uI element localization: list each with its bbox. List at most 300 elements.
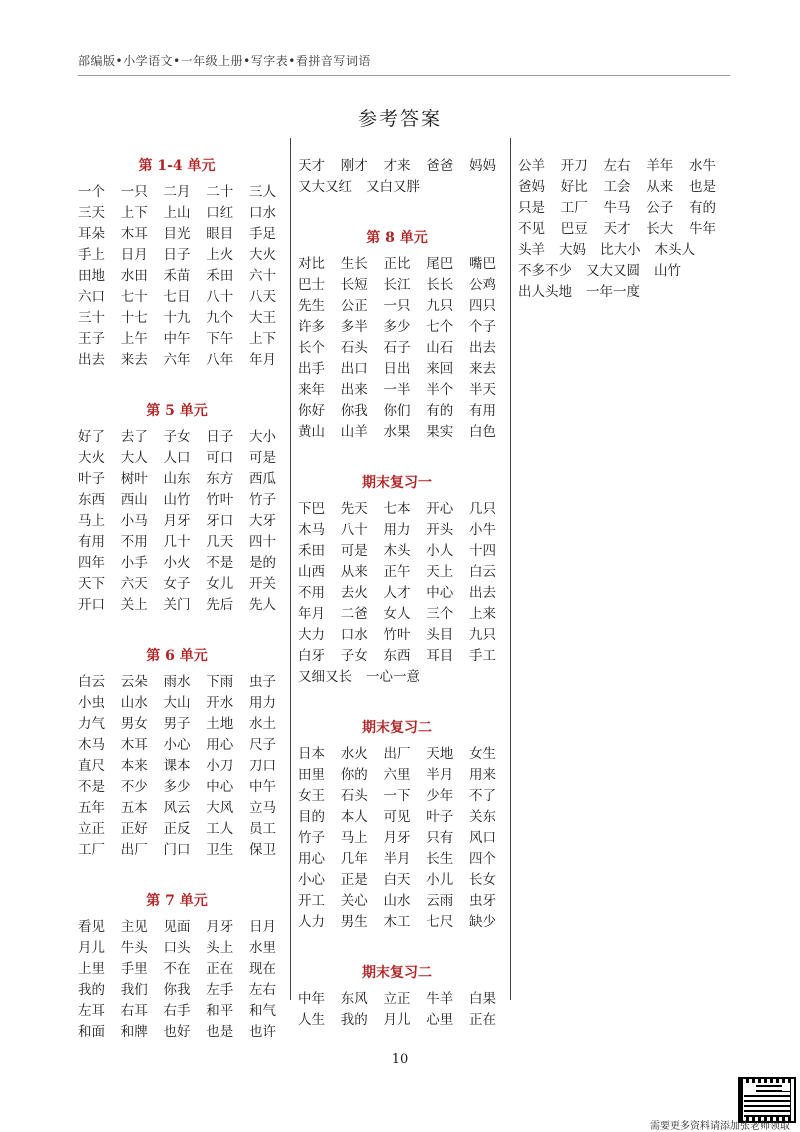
answer-word: 只有 xyxy=(426,830,454,846)
answer-word: 公子 xyxy=(646,200,674,216)
answer-word: 八天 xyxy=(249,289,276,305)
answer-word: 叶子 xyxy=(78,471,105,487)
answer-word: 不用 xyxy=(298,585,325,601)
answer-word: 十七 xyxy=(120,310,148,326)
answer-row xyxy=(298,177,496,198)
answer-row xyxy=(298,317,496,338)
answer-word: 你们 xyxy=(383,403,411,419)
answer-row xyxy=(298,646,496,667)
answer-word: 看见 xyxy=(78,919,105,935)
answer-word: 西瓜 xyxy=(249,471,276,487)
answer-row xyxy=(298,275,496,296)
answer-word: 目光 xyxy=(163,226,191,242)
answer-word: 也是 xyxy=(206,1024,234,1040)
answer-word: 白色 xyxy=(469,424,496,440)
answer-word: 月儿 xyxy=(78,940,105,956)
answer-word: 又大又红 xyxy=(298,179,352,195)
answer-word: 水果 xyxy=(383,424,411,440)
answer-word: 上里 xyxy=(78,961,105,977)
answer-word: 月牙 xyxy=(206,919,234,935)
answer-word: 山东 xyxy=(163,471,191,487)
answer-word: 竹叶 xyxy=(206,492,234,508)
answer-word: 东风 xyxy=(340,991,368,1007)
answer-column-1 xyxy=(78,150,276,1043)
answer-word: 女子 xyxy=(163,576,191,592)
answer-word: 开工 xyxy=(298,893,325,909)
answer-word: 一个 xyxy=(78,184,105,200)
answer-word: 木头 xyxy=(383,543,411,559)
answer-word: 羊年 xyxy=(646,158,674,174)
answer-word: 禾田 xyxy=(206,268,234,284)
answer-word: 小火 xyxy=(163,555,191,571)
answer-word: 去火 xyxy=(340,585,368,601)
answer-row xyxy=(78,798,276,819)
answer-row xyxy=(78,959,276,980)
section-title: 第 6 单元 xyxy=(146,648,208,664)
answer-word: 多半 xyxy=(340,319,368,335)
answer-word: 尾巴 xyxy=(426,256,454,272)
answer-word: 也是 xyxy=(689,179,716,195)
answer-word: 你好 xyxy=(298,403,325,419)
answer-word: 树叶 xyxy=(120,471,148,487)
answer-word: 眼目 xyxy=(206,226,234,242)
answer-word: 七尺 xyxy=(426,914,454,930)
answer-word: 日子 xyxy=(206,429,234,445)
answer-word: 从来 xyxy=(340,564,368,580)
answer-word: 先天 xyxy=(340,501,368,517)
answer-word: 月儿 xyxy=(383,1012,411,1028)
answer-word: 牙口 xyxy=(206,513,234,529)
answer-row xyxy=(78,672,276,693)
answer-row xyxy=(78,448,276,469)
answer-word: 虫牙 xyxy=(469,893,496,909)
answer-word: 女儿 xyxy=(206,576,234,592)
answer-word: 才来 xyxy=(383,158,411,174)
answer-word: 工人 xyxy=(206,821,234,837)
answer-word: 上火 xyxy=(206,247,234,263)
answer-word: 五本 xyxy=(120,800,148,816)
answer-word: 立马 xyxy=(249,800,276,816)
answer-word: 尺子 xyxy=(249,737,276,753)
answer-row xyxy=(78,308,276,329)
answer-word: 公鸡 xyxy=(469,277,496,293)
answer-word: 几天 xyxy=(206,534,234,550)
answer-word: 用心 xyxy=(206,737,234,753)
answer-word: 直尺 xyxy=(78,758,105,774)
answer-word: 长短 xyxy=(340,277,368,293)
section-title: 第 5 单元 xyxy=(146,403,208,419)
answer-word: 七日 xyxy=(163,289,191,305)
answer-row xyxy=(298,912,496,933)
answer-row xyxy=(78,511,276,532)
answer-word: 刚才 xyxy=(340,158,368,174)
answer-word: 山石 xyxy=(426,340,454,356)
answer-row xyxy=(78,819,276,840)
answer-word: 禾苗 xyxy=(163,268,191,284)
answer-row xyxy=(298,604,496,625)
answer-word: 牛年 xyxy=(689,221,716,237)
answer-word: 小牛 xyxy=(469,522,496,538)
answer-word: 东方 xyxy=(206,471,234,487)
answer-word: 小虫 xyxy=(78,695,105,711)
answer-word: 大火 xyxy=(78,450,105,466)
answer-word: 马上 xyxy=(340,830,368,846)
answer-word: 日月 xyxy=(249,919,276,935)
answer-word: 关上 xyxy=(120,597,148,613)
answer-word: 下雨 xyxy=(206,674,234,690)
answer-row xyxy=(78,595,276,616)
answer-word: 六天 xyxy=(120,576,148,592)
answer-word: 虫子 xyxy=(249,674,276,690)
answer-word: 爸妈 xyxy=(518,179,545,195)
answer-row xyxy=(298,562,496,583)
answer-word: 六口 xyxy=(78,289,105,305)
answer-word: 山竹 xyxy=(163,492,191,508)
answer-word: 是的 xyxy=(249,555,276,571)
answer-word: 和平 xyxy=(206,1003,234,1019)
answer-word: 二十 xyxy=(206,184,234,200)
answer-word: 妈妈 xyxy=(469,158,496,174)
answer-word: 四十 xyxy=(249,534,276,550)
answer-word: 先人 xyxy=(249,597,276,613)
answer-row xyxy=(78,469,276,490)
answer-word: 叶子 xyxy=(426,809,454,825)
answer-word: 四只 xyxy=(469,298,496,314)
answer-word: 正反 xyxy=(163,821,191,837)
answer-word: 不见 xyxy=(518,221,545,237)
answer-word: 一下 xyxy=(383,788,411,804)
answer-word: 水火 xyxy=(340,746,368,762)
answer-word: 手工 xyxy=(469,648,496,664)
answer-row xyxy=(298,891,496,912)
answer-word: 禾田 xyxy=(298,543,325,559)
answer-word: 日本 xyxy=(298,746,325,762)
answer-word: 六年 xyxy=(163,352,191,368)
answer-word: 四个 xyxy=(469,851,496,867)
answer-row xyxy=(518,261,716,282)
answer-word: 出厂 xyxy=(383,746,411,762)
answer-word: 口水 xyxy=(249,205,276,221)
answer-word: 白天 xyxy=(383,872,411,888)
answer-word: 开关 xyxy=(249,576,276,592)
answer-word: 先后 xyxy=(206,597,234,613)
answer-word: 大火 xyxy=(249,247,276,263)
answer-word: 中心 xyxy=(426,585,454,601)
answer-row xyxy=(518,282,716,303)
answer-word: 小马 xyxy=(120,513,148,529)
answer-word: 你我 xyxy=(340,403,368,419)
answer-word: 日子 xyxy=(163,247,191,263)
answer-word: 男生 xyxy=(340,914,368,930)
answer-word: 出厂 xyxy=(120,842,148,858)
answer-word: 目的 xyxy=(298,809,325,825)
answer-word: 长个 xyxy=(298,340,325,356)
answer-word: 出来 xyxy=(340,382,368,398)
answer-word: 中年 xyxy=(298,991,325,1007)
answer-word: 石子 xyxy=(383,340,411,356)
answer-word: 女人 xyxy=(383,606,411,622)
answer-word: 木工 xyxy=(383,914,411,930)
answer-row xyxy=(78,756,276,777)
answer-word: 半个 xyxy=(426,382,454,398)
answer-word: 中午 xyxy=(249,779,276,795)
answer-word: 果实 xyxy=(426,424,454,440)
answer-word: 多少 xyxy=(383,319,411,335)
answer-word: 天上 xyxy=(426,564,454,580)
answer-word: 田里 xyxy=(298,767,325,783)
answer-word: 不少 xyxy=(120,779,148,795)
answer-word: 七本 xyxy=(383,501,411,517)
answer-row xyxy=(78,203,276,224)
answer-word: 马上 xyxy=(78,513,105,529)
answer-word: 牛马 xyxy=(603,200,631,216)
answer-word: 先生 xyxy=(298,298,325,314)
answer-word: 和牌 xyxy=(120,1024,148,1040)
answer-word: 口头 xyxy=(163,940,191,956)
answer-word: 六里 xyxy=(383,767,411,783)
answer-row xyxy=(298,807,496,828)
answer-row xyxy=(78,1022,276,1043)
answer-word: 头目 xyxy=(426,627,454,643)
section-title: 第 7 单元 xyxy=(146,893,208,909)
answer-row xyxy=(78,693,276,714)
answer-row xyxy=(78,980,276,1001)
answer-word: 雨水 xyxy=(163,674,191,690)
answer-word: 开水 xyxy=(206,695,234,711)
answer-word: 云朵 xyxy=(120,674,148,690)
answer-word: 白果 xyxy=(469,991,496,1007)
answer-word: 上下 xyxy=(120,205,148,221)
answer-word: 立正 xyxy=(383,991,411,1007)
answer-row xyxy=(78,735,276,756)
answer-word: 头羊 xyxy=(518,242,545,258)
answer-word: 许多 xyxy=(298,319,325,335)
answer-row xyxy=(518,219,716,240)
answer-row xyxy=(298,849,496,870)
answer-word: 我的 xyxy=(78,982,105,998)
answer-word: 长生 xyxy=(426,851,454,867)
answer-word: 用力 xyxy=(383,522,411,538)
answer-row xyxy=(78,840,276,861)
answer-word: 女王 xyxy=(298,788,325,804)
answer-word: 用来 xyxy=(469,767,496,783)
answer-word: 关门 xyxy=(163,597,191,613)
answer-word: 左手 xyxy=(206,982,234,998)
answer-word: 三十 xyxy=(78,310,105,326)
answer-word: 也好 xyxy=(163,1024,191,1040)
answer-word: 公羊 xyxy=(518,158,545,174)
answer-word: 九只 xyxy=(426,298,454,314)
answer-word: 好了 xyxy=(78,429,105,445)
answer-word: 少年 xyxy=(426,788,454,804)
answer-row xyxy=(298,359,496,380)
answer-word: 我的 xyxy=(340,1012,368,1028)
page-header: 部编版•小学语文•一年级上册•写字表•看拼音写词语 xyxy=(78,52,730,76)
answer-word: 和气 xyxy=(249,1003,276,1019)
answer-word: 九只 xyxy=(469,627,496,643)
answer-word: 本来 xyxy=(120,758,148,774)
answer-word: 只是 xyxy=(518,200,545,216)
answer-word: 三个 xyxy=(426,606,454,622)
answer-word: 大山 xyxy=(163,695,191,711)
answer-word: 缺少 xyxy=(469,914,496,930)
answer-row xyxy=(78,777,276,798)
answer-word: 木耳 xyxy=(120,226,148,242)
answer-row xyxy=(78,427,276,448)
answer-word: 公正 xyxy=(340,298,368,314)
answer-word: 正好 xyxy=(120,821,148,837)
answer-word: 左耳 xyxy=(78,1003,105,1019)
answer-word: 可是 xyxy=(340,543,368,559)
answer-row xyxy=(298,499,496,520)
answer-row xyxy=(518,198,716,219)
answer-row xyxy=(298,1010,496,1031)
answer-word: 可口 xyxy=(206,450,234,466)
answer-word: 巴豆 xyxy=(560,221,588,237)
answer-word: 中心 xyxy=(206,779,234,795)
answer-word: 几只 xyxy=(469,501,496,517)
answer-word: 用力 xyxy=(249,695,276,711)
answer-word: 你的 xyxy=(340,767,368,783)
answer-word: 八十 xyxy=(340,522,368,538)
answer-word: 上山 xyxy=(163,205,191,221)
answer-row xyxy=(298,828,496,849)
answer-word: 男女 xyxy=(120,716,148,732)
answer-row xyxy=(78,938,276,959)
answer-row xyxy=(78,287,276,308)
section-title: 期末复习二 xyxy=(362,720,432,736)
answer-word: 女生 xyxy=(469,746,496,762)
page-number: 10 xyxy=(391,1052,409,1067)
answer-word: 出去 xyxy=(78,352,105,368)
answer-word: 山水 xyxy=(383,893,411,909)
answer-word: 我们 xyxy=(120,982,148,998)
answer-word: 下巴 xyxy=(298,501,325,517)
answer-word: 山西 xyxy=(298,564,325,580)
answer-word: 嘴巴 xyxy=(469,256,496,272)
answer-word: 手上 xyxy=(78,247,105,263)
answer-word: 小刀 xyxy=(206,758,234,774)
answer-word: 大风 xyxy=(206,800,234,816)
answer-word: 工厂 xyxy=(560,200,588,216)
answer-word: 人力 xyxy=(298,914,325,930)
answer-row xyxy=(518,240,716,261)
answer-word: 正在 xyxy=(469,1012,496,1028)
answer-word: 可见 xyxy=(383,809,411,825)
answer-word: 水田 xyxy=(120,268,148,284)
answer-word: 王子 xyxy=(78,331,105,347)
answer-word: 四年 xyxy=(78,555,105,571)
answer-word: 左右 xyxy=(249,982,276,998)
answer-word: 头上 xyxy=(206,940,234,956)
answer-word: 天地 xyxy=(426,746,454,762)
answer-row xyxy=(298,541,496,562)
footer-note: 需要更多资料请添加张老师领取 xyxy=(650,1121,790,1132)
answer-word: 小儿 xyxy=(426,872,454,888)
answer-row xyxy=(298,870,496,891)
answer-word: 正在 xyxy=(206,961,234,977)
answer-word: 长江 xyxy=(383,277,411,293)
answer-word: 三天 xyxy=(78,205,105,221)
answer-word: 西山 xyxy=(120,492,148,508)
answer-word: 一心一意 xyxy=(366,669,420,685)
answer-word: 来去 xyxy=(469,361,496,377)
answer-word: 黄山 xyxy=(298,424,325,440)
answer-word: 长女 xyxy=(469,872,496,888)
answer-word: 开头 xyxy=(426,522,454,538)
answer-word: 有的 xyxy=(689,200,716,216)
answer-word: 长长 xyxy=(426,277,454,293)
answer-word: 大人 xyxy=(120,450,148,466)
answer-word: 子女 xyxy=(340,648,368,664)
answer-word: 口水 xyxy=(340,627,368,643)
answer-word: 八年 xyxy=(206,352,234,368)
answer-word: 正比 xyxy=(383,256,411,272)
answer-word: 半月 xyxy=(383,851,411,867)
answer-word: 不是 xyxy=(206,555,234,571)
answer-word: 木马 xyxy=(298,522,325,538)
answer-word: 牛头 xyxy=(120,940,148,956)
answer-word: 不用 xyxy=(120,534,148,550)
column-divider-2 xyxy=(510,138,511,1000)
answer-word: 竹子 xyxy=(249,492,276,508)
answer-word: 好比 xyxy=(560,179,588,195)
answer-word: 小人 xyxy=(426,543,454,559)
answer-word: 又白又胖 xyxy=(366,179,420,195)
answer-word: 一只 xyxy=(120,184,148,200)
answer-row xyxy=(78,329,276,350)
answer-word: 天下 xyxy=(78,576,105,592)
answer-row xyxy=(78,245,276,266)
answer-word: 白云 xyxy=(78,674,105,690)
answer-word: 从来 xyxy=(646,179,674,195)
answer-row xyxy=(78,224,276,245)
answer-word: 手足 xyxy=(249,226,276,242)
answer-word: 员工 xyxy=(249,821,276,837)
answer-word: 有的 xyxy=(426,403,454,419)
answer-word: 爸爸 xyxy=(426,158,454,174)
answer-word: 不多不少 xyxy=(518,263,572,279)
answer-word: 来年 xyxy=(298,382,325,398)
answer-word: 出手 xyxy=(298,361,325,377)
answer-word: 人生 xyxy=(298,1012,325,1028)
answer-word: 大小 xyxy=(249,429,276,445)
section-title: 期末复习二 xyxy=(362,965,432,981)
answer-word: 你我 xyxy=(163,982,191,998)
answer-row xyxy=(78,266,276,287)
answer-row xyxy=(298,156,496,177)
answer-row xyxy=(78,182,276,203)
answer-word: 木耳 xyxy=(120,737,148,753)
answer-word: 左右 xyxy=(603,158,631,174)
answer-word: 七个 xyxy=(426,319,454,335)
answer-word: 日月 xyxy=(120,247,148,263)
answer-word: 日出 xyxy=(383,361,411,377)
answer-row xyxy=(78,490,276,511)
answer-word: 出去 xyxy=(469,585,496,601)
answer-word: 十九 xyxy=(163,310,191,326)
answer-word: 人口 xyxy=(163,450,191,466)
answer-row xyxy=(298,296,496,317)
answer-word: 耳朵 xyxy=(78,226,105,242)
answer-word: 风云 xyxy=(163,800,191,816)
answer-word: 口红 xyxy=(206,205,234,221)
section-title: 期末复习一 xyxy=(362,475,432,491)
answer-word: 一半 xyxy=(383,382,411,398)
answer-word: 土地 xyxy=(206,716,234,732)
answer-word: 月牙 xyxy=(383,830,411,846)
answer-word: 水土 xyxy=(249,716,276,732)
